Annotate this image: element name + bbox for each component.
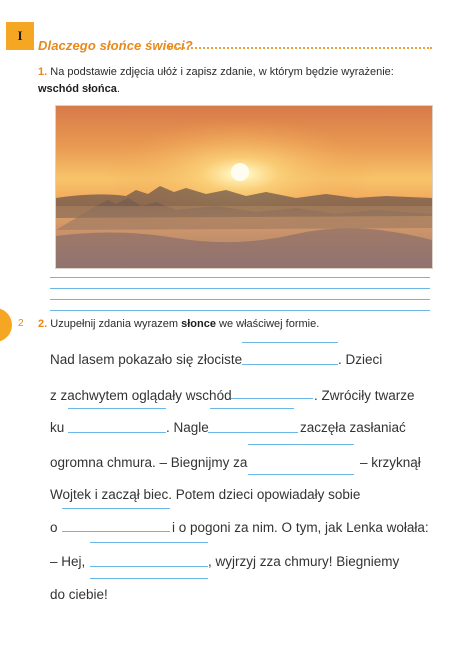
line-1-part-a: Nad lasem pokazało się złociste	[50, 352, 243, 367]
line-4-part-b-wrap	[360, 455, 421, 470]
sentence-line-1	[50, 352, 242, 367]
line-7-part-a: – Hej,	[50, 554, 86, 569]
line-2-part-b-wrap	[314, 388, 415, 403]
answer-line-4[interactable]	[50, 310, 430, 311]
blank-3-top[interactable]	[68, 408, 166, 409]
task-1-phrase: wschód słońca	[38, 83, 117, 95]
answer-line-3[interactable]	[50, 299, 430, 300]
answer-line-2[interactable]	[50, 288, 430, 289]
task-1-period: .	[116, 83, 120, 95]
sentence-line-4	[50, 455, 247, 470]
page-marker: 2	[18, 318, 24, 329]
line-1-part-b-wrap	[338, 352, 382, 367]
line-5-part-a: Wojtek i zaczął biec. Potem dzieci opowiadały sobie	[50, 487, 361, 502]
blank-2[interactable]	[231, 398, 313, 399]
task-1-text: Na podstawie zdjęcia ułóż i zapisz zdanie, w którym będzie wyrażenie:	[50, 66, 394, 78]
task-2-text-before: Uzupełnij zdania wyrazem	[50, 318, 179, 330]
line-2-part-b: . Zwróciły twarze	[314, 388, 415, 403]
line-1-part-b: . Dzieci	[338, 352, 383, 367]
sentence-line-5	[50, 487, 360, 502]
line-3-part-a: ku	[50, 420, 65, 435]
blank-1-top[interactable]	[242, 342, 338, 343]
title-dotted-rule	[168, 47, 432, 49]
line-7-part-b-wrap	[208, 554, 399, 569]
task-2-word: słonce	[181, 318, 216, 330]
line-3-part-c: zaczęła zasłaniać	[300, 420, 406, 435]
line-2-part-a: z zachwytem oglądały wschód	[50, 388, 232, 403]
line-8-part-a: do ciebie!	[50, 587, 108, 602]
unit-tab: I	[6, 22, 34, 50]
page-title: Dlaczego słońce świeci?	[38, 38, 193, 53]
blank-4-top[interactable]	[210, 408, 294, 409]
task-2-instruction	[38, 318, 319, 330]
line-7-part-b: , wyjrzyj zza chmury! Biegniemy	[208, 554, 400, 569]
blank-4[interactable]	[208, 432, 298, 433]
sentence-line-7	[50, 554, 85, 569]
side-page-tab	[0, 308, 12, 342]
sunrise-photo	[55, 105, 433, 269]
blank-7-bottom[interactable]	[90, 578, 208, 579]
blank-6[interactable]	[62, 531, 170, 532]
task-1-instruction	[38, 64, 430, 98]
sentence-line-8	[50, 587, 108, 602]
blank-6-top[interactable]	[62, 508, 170, 509]
task-2-text-after: we właściwej formie.	[219, 318, 320, 330]
blank-1[interactable]	[242, 364, 338, 365]
blank-5[interactable]	[248, 474, 354, 475]
line-3-part-c-wrap	[300, 420, 406, 435]
task-1-number: 1.	[38, 66, 48, 78]
line-6-part-b: i o pogoni za nim. O tym, jak Lenka wołała:	[172, 520, 429, 535]
sentence-line-3	[50, 420, 64, 435]
blank-7[interactable]	[90, 566, 208, 567]
line-4-part-a: ogromna chmura. – Biegnijmy za	[50, 455, 248, 470]
answer-line-1[interactable]	[50, 277, 430, 278]
sunrise-photo-icon	[56, 106, 432, 268]
line-3-part-b: . Nagle	[166, 420, 209, 435]
line-4-part-b: – krzyknął	[360, 455, 421, 470]
blank-7-top[interactable]	[90, 542, 208, 543]
sentence-line-6	[50, 520, 58, 535]
sentence-line-2	[50, 388, 232, 403]
blank-5-top[interactable]	[248, 444, 354, 445]
line-3-part-b-wrap	[166, 420, 209, 435]
line-6-part-a: o	[50, 520, 58, 535]
blank-3[interactable]	[68, 432, 166, 433]
line-6-part-b-wrap	[172, 520, 429, 535]
task-2-number: 2.	[38, 318, 48, 330]
